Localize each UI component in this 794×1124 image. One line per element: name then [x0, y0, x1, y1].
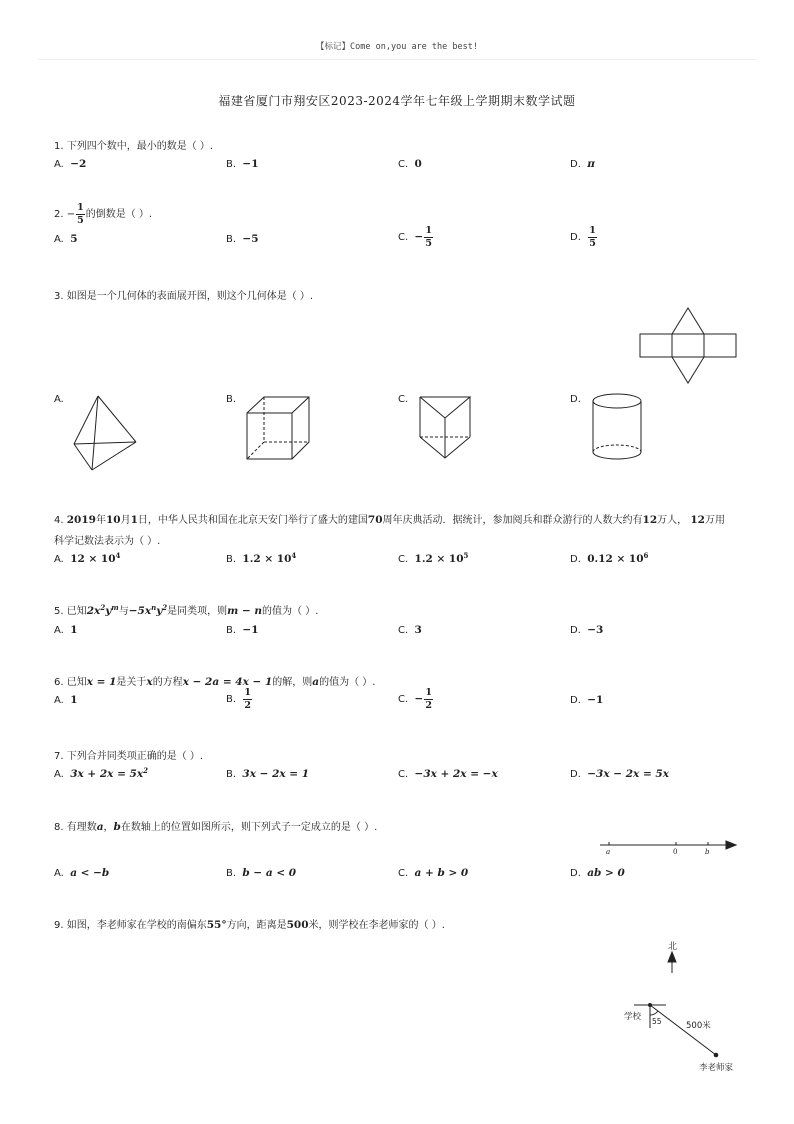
question-5-stem: 5. 已知$2x^2y^m$与$-5x^ny^2$是同类项，则m − n的值为（ ）.: [54, 603, 319, 617]
q5-option-c: C. 3: [398, 624, 422, 636]
q4-option-c: C. $1.2 \times 10^5$: [398, 551, 469, 565]
q6-option-a: A. 1: [54, 694, 78, 706]
numberline-label-b: b: [705, 848, 710, 856]
page-title: 福建省厦门市翔安区2023-2024学年七年级上学期期末数学试题: [218, 94, 576, 108]
question-8-stem: 8. 有理数a，b在数轴上的位置如图所示，则下列式子一定成立的是（ ）.: [54, 821, 378, 833]
question-3-stem: 3. 如图是一个几何体的表面展开图，则这个几何体是（ ）.: [54, 291, 314, 302]
q4-option-b: B. $1.2 \times 10^4$: [226, 551, 297, 565]
q2-option-b: B. −5: [226, 233, 259, 245]
q8-option-d: D. ab > 0: [570, 867, 625, 879]
q8-option-c: C. a + b > 0: [398, 867, 469, 879]
question-4-stem: 4. 2019年10月1日，中华人民共和国在北京天安门举行了盛大的建国70周年庆典活动．据统计，参加阅兵和群众游行的人数大约有12万人， 12万用: [54, 514, 725, 526]
q6-option-c: C. − $\frac{1}{2}$: [398, 687, 432, 711]
numberline-label-a: a: [606, 848, 611, 856]
q2-option-c: C. − $\frac{1}{5}$: [398, 225, 432, 249]
q3-option-b-label: B.: [226, 394, 237, 405]
q7-option-a: A. $3x + 2x = 5x^2$: [54, 766, 148, 780]
q6-option-d: D. −1: [570, 694, 604, 706]
q5-option-b: B. −1: [226, 624, 259, 636]
q5-option-a: A. 1: [54, 624, 78, 636]
north-label: 北: [668, 942, 678, 952]
home-label: 李老师家: [699, 1063, 734, 1073]
numberline-label-zero: 0: [673, 848, 678, 856]
question-9-stem: 9. 如图，李老师家在学校的南偏东55°方向，距离是500米，则学校在李老师家的（ ）.: [54, 919, 445, 931]
q2-option-a: A. 5: [54, 233, 78, 245]
q1-option-a: A. −2: [54, 158, 87, 170]
fraction: $\frac{1}{5}$: [77, 202, 84, 226]
q2-option-d: D. $\frac{1}{5}$: [570, 225, 596, 249]
watermark-note: 【标记】Come on,you are the best!: [316, 42, 478, 52]
q8-option-a: A. a < −b: [54, 867, 110, 879]
angle-label: 55: [652, 1017, 662, 1026]
q8-option-b: B. b − a < 0: [226, 867, 297, 879]
distance-label: 500米: [686, 1021, 711, 1031]
q4-option-d: D. $0.12 \times 10^6$: [570, 551, 649, 565]
question-7-stem: 7. 下列合并同类项正确的是（ ）.: [54, 751, 204, 762]
q1-option-c: C. 0: [398, 158, 422, 170]
q3-option-d-label: D.: [570, 394, 581, 405]
q6-option-b: B. $\frac{1}{2}$: [226, 687, 252, 711]
question-2-stem: 2. − $\frac{1}{5}$ 的倒数是（ ）.: [54, 202, 153, 226]
question-4-stem-line2: 科学记数法表示为（ ）.: [54, 536, 161, 547]
question-6-stem: 6. 已知x = 1是关于x的方程x − 2a = 4x − 1的解，则a的值为（ ）.: [54, 676, 376, 688]
q1-option-b: B. −1: [226, 158, 259, 170]
q5-option-d: D. −3: [570, 624, 604, 636]
question-1-stem: 1. 下列四个数中，最小的数是（ ）.: [54, 141, 214, 152]
q7-option-d: D. −3x − 2x = 5x: [570, 768, 669, 780]
q4-option-a: A. $12 \times 10^4$: [54, 551, 121, 565]
school-label: 学校: [624, 1012, 642, 1022]
q1-option-d: D. π: [570, 158, 595, 170]
q7-option-b: B. 3x − 2x = 1: [226, 768, 310, 780]
q7-option-c: C. −3x + 2x = −x: [398, 768, 498, 780]
q3-option-c-label: C.: [398, 394, 409, 405]
q3-option-a-label: A.: [54, 394, 64, 405]
